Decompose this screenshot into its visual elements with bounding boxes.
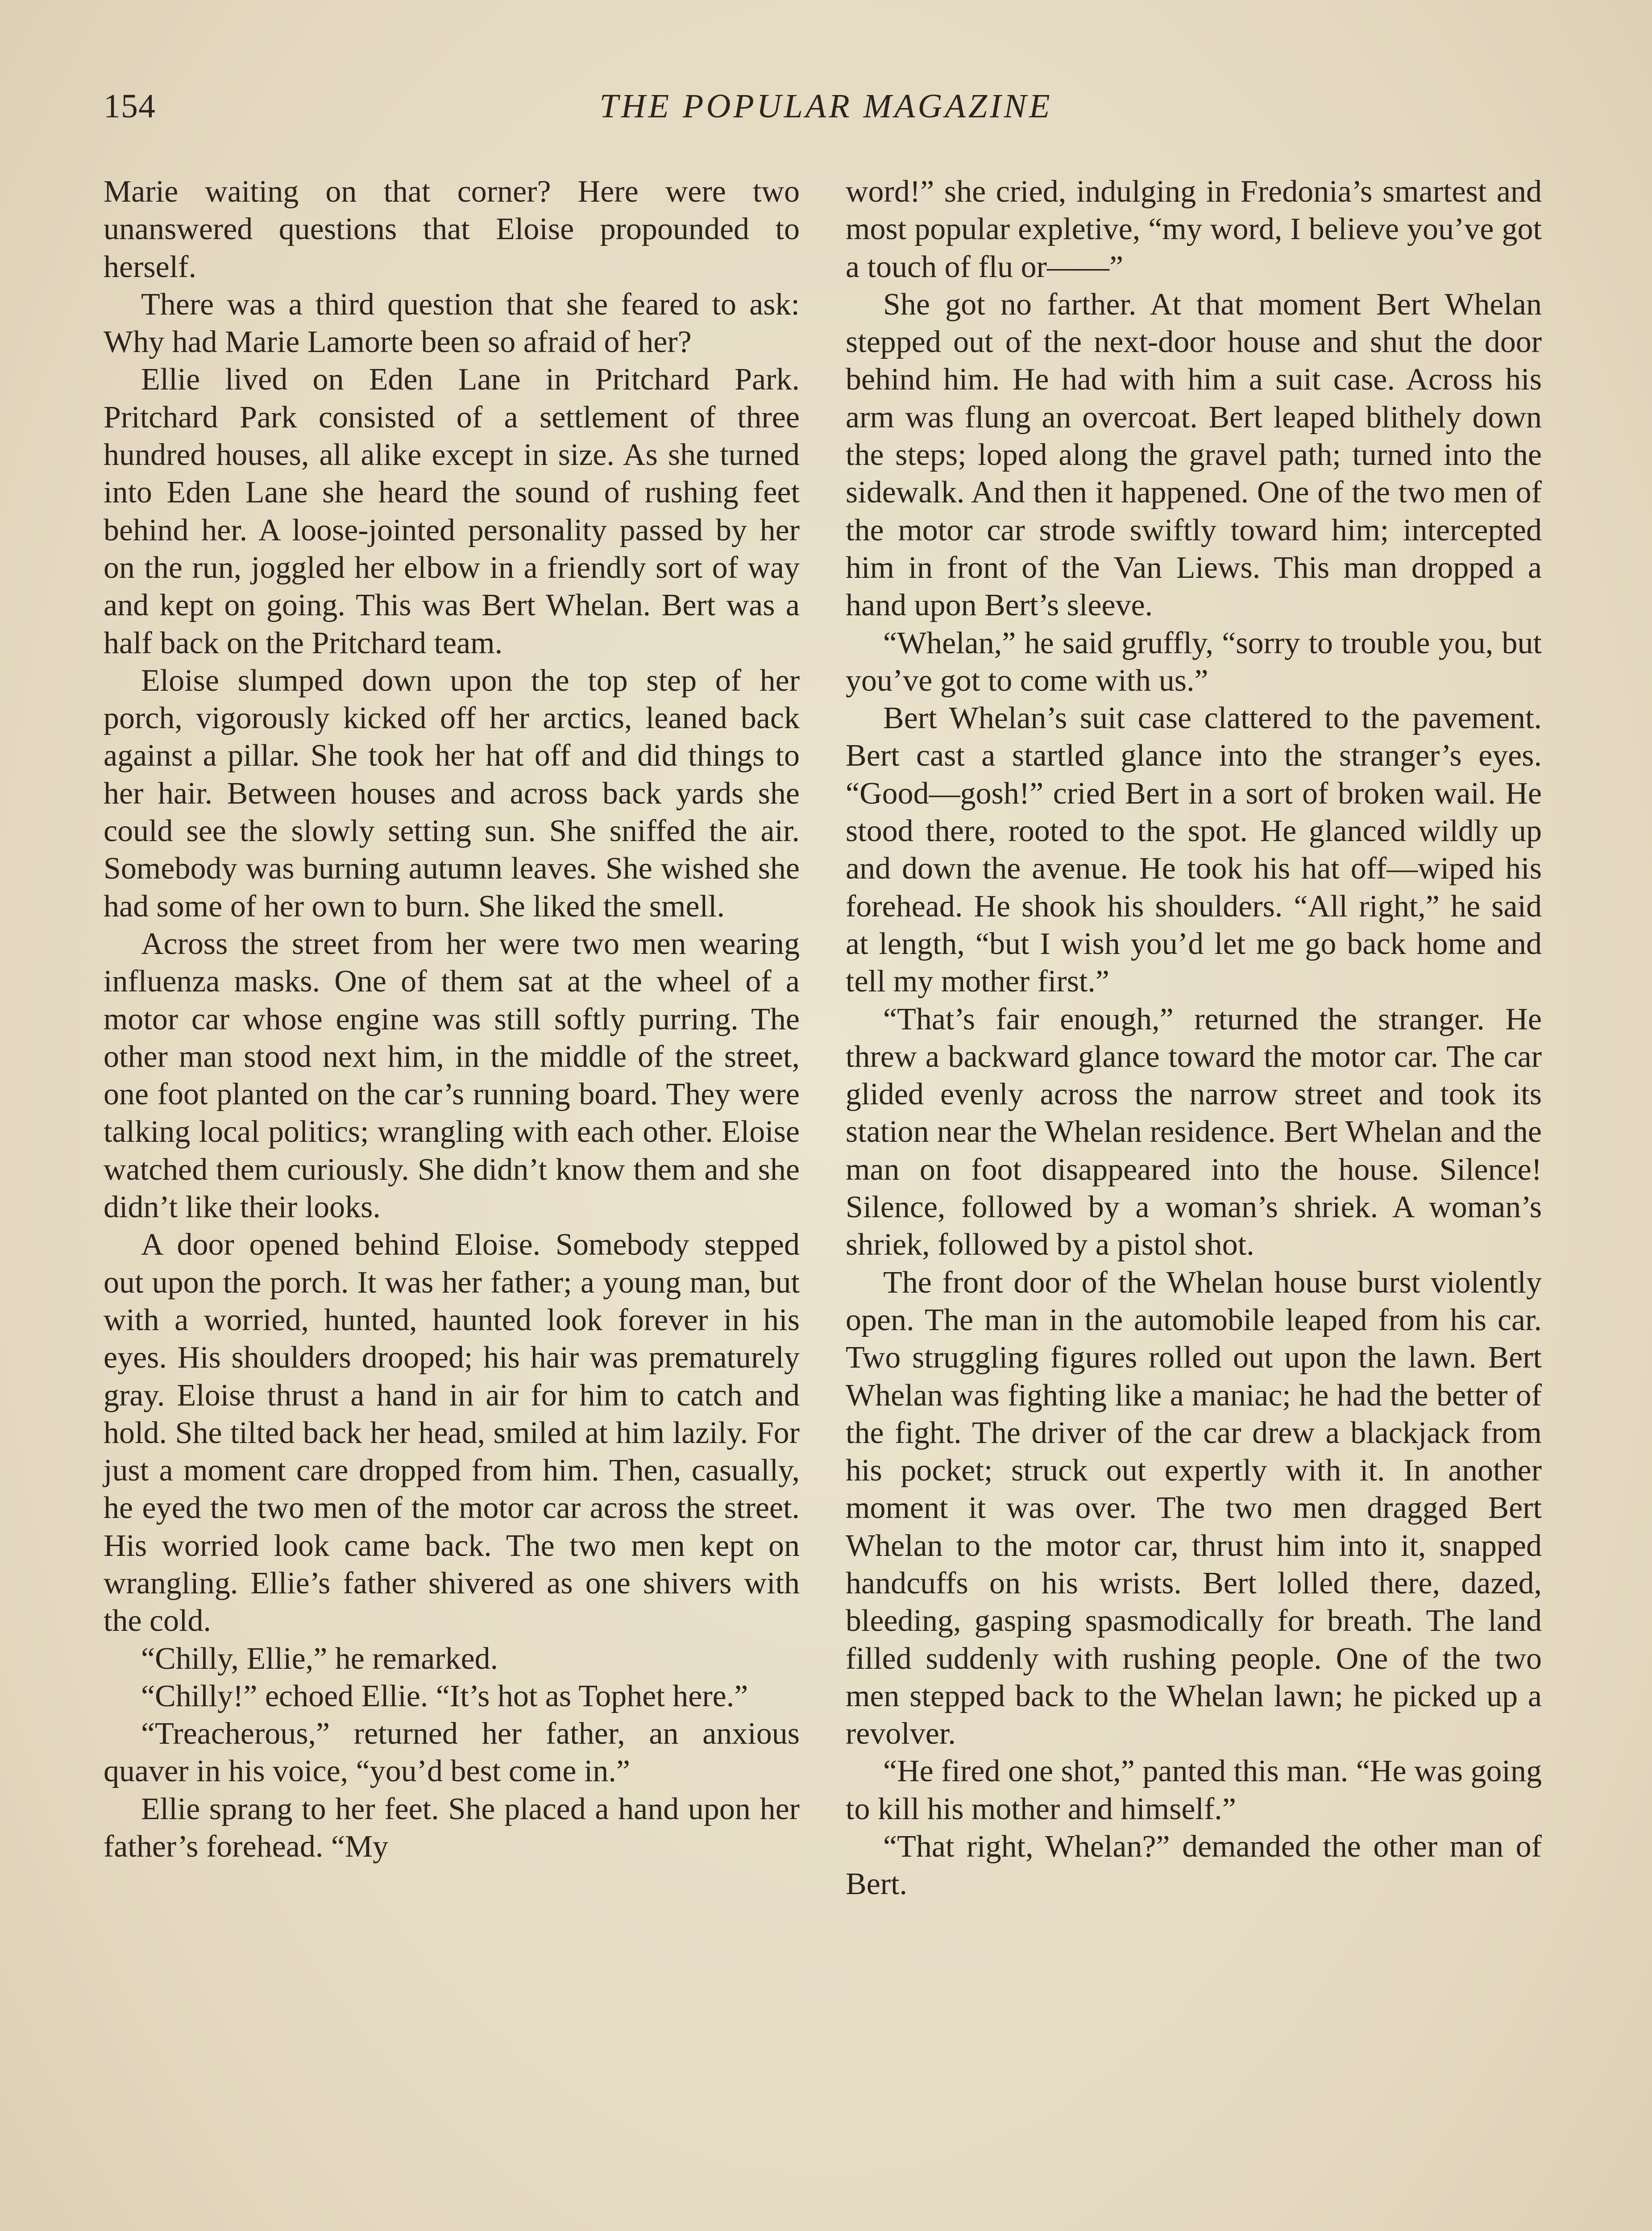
paragraph: “Chilly!” echoed Ellie. “It’s hot as Tophet here.”: [141, 1679, 748, 1713]
page-header: [104, 87, 1548, 136]
paragraph: “Whelan,” he said gruffly, “sorry to trouble you, but you’ve got to come with us.”: [846, 626, 1542, 698]
paragraph: There was a third question that she feared to ask: Why had Marie Lamorte been so afraid of her?: [104, 287, 800, 360]
running-head: THE POPULAR MAGAZINE: [599, 87, 1053, 125]
left-text-column: [104, 173, 800, 1866]
paragraph: “Treacherous,” returned her father, an anxious quaver in his voice, “you’d best come in.”: [104, 1717, 800, 1789]
page-number: 154: [104, 87, 156, 125]
paragraph: Eloise slumped down upon the top step of her porch, vigorously kicked off her arctics, leaned back against a pillar. She took her hat off and did things to her hair. Between houses and across back yards she could see the slowly setting sun. She sniffed the air. Somebody was burning autumn leaves. She wished she had some of her own to burn. She liked the smell.: [104, 663, 800, 924]
paragraph: Ellie sprang to her feet. She placed a hand upon her father’s forehead. “My: [104, 1791, 800, 1864]
paragraph: Ellie lived on Eden Lane in Pritchard Park. Pritchard Park consisted of a settlement of three hundred houses, all alike except in size. As she turned into Eden Lane she heard the sound of rushing feet behind her. A loose-jointed personality passed by her on the run, joggled her elbow in a friendly sort of way and kept on going. This was Bert Whelan. Bert was a half back on the Pritchard team.: [104, 362, 800, 660]
paragraph: A door opened behind Eloise. Somebody stepped out upon the porch. It was her father; a young man, but with a worried, hunted, haunted look forever in his eyes. His shoulders drooped; his hair was prematurely gray. Eloise thrust a hand in air for him to catch and hold. She tilted back her head, smiled at him lazily. For just a moment care dropped from him. Then, casually, he eyed the two men of the motor car across the street. His worried look came back. The two men kept on wrangling. Ellie’s father shivered as one shivers with the cold.: [104, 1227, 800, 1638]
paragraph: “Chilly, Ellie,” he remarked.: [141, 1641, 498, 1676]
paragraph: Marie waiting on that corner? Here were two unanswered questions that Eloise propounded to herself.: [104, 174, 800, 284]
paragraph: word!” she cried, indulging in Fredonia’s smartest and most popular expletive, “my word, I believe you’ve got a touch of flu or——”: [846, 174, 1542, 284]
paragraph: She got no farther. At that moment Bert Whelan stepped out of the next-door house and shut the door behind him. He had with him a suit case. Across his arm was flung an overcoat. Bert leaped blithely down the steps; loped along the gravel path; turned into the sidewalk. And then it happened. One of the two men of the motor car strode swiftly toward him; intercepted him in front of the Van Liews. This man dropped a hand upon Bert’s sleeve.: [846, 287, 1542, 623]
paragraph: Bert Whelan’s suit case clattered to the pavement. Bert cast a startled glance into the stranger’s eyes. “Good—gosh!” cried Bert in a sort of broken wail. He stood there, rooted to the spot. He glanced wildly up and down the avenue. He took his hat off—wiped his forehead. He shook his shoulders. “All right,” he said at length, “but I wish you’d let me go back home and tell my mother first.”: [846, 701, 1542, 999]
paragraph: The front door of the Whelan house burst violently open. The man in the automobile leaped from his car. Two struggling figures rolled out upon the lawn. Bert Whelan was fighting like a maniac; he had the better of the fight. The driver of the car drew a blackjack from his pocket; struck out expertly with it. In another moment it was over. The two men dragged Bert Whelan to the motor car, thrust him into it, snapped handcuffs on his wrists. Bert lolled there, dazed, bleeding, gasping spasmodically for breath. The land filled suddenly with rushing people. One of the two men stepped back to the Whelan lawn; he picked up a revolver.: [846, 1265, 1542, 1751]
paragraph: “That’s fair enough,” returned the stranger. He threw a backward glance toward the motor car. The car glided evenly across the narrow street and took its station near the Whelan residence. Bert Whelan and the man on foot disappeared into the house. Silence! Silence, followed by a woman’s shriek. A woman’s shriek, followed by a pistol shot.: [846, 1002, 1542, 1262]
paragraph: Across the street from her were two men wearing influenza masks. One of them sat at the wheel of a motor car whose engine was still softly purring. The other man stood next him, in the middle of the street, one foot planted on the car’s running board. They were talking local politics; wrangling with each other. Eloise watched them curiously. She didn’t know them and she didn’t like their looks.: [104, 926, 800, 1225]
paragraph: “He fired one shot,” panted this man. “He was going to kill his mother and himself.”: [846, 1754, 1542, 1826]
paragraph: “That right, Whelan?” demanded the other man of Bert.: [846, 1829, 1542, 1902]
right-text-column: [846, 173, 1542, 1903]
